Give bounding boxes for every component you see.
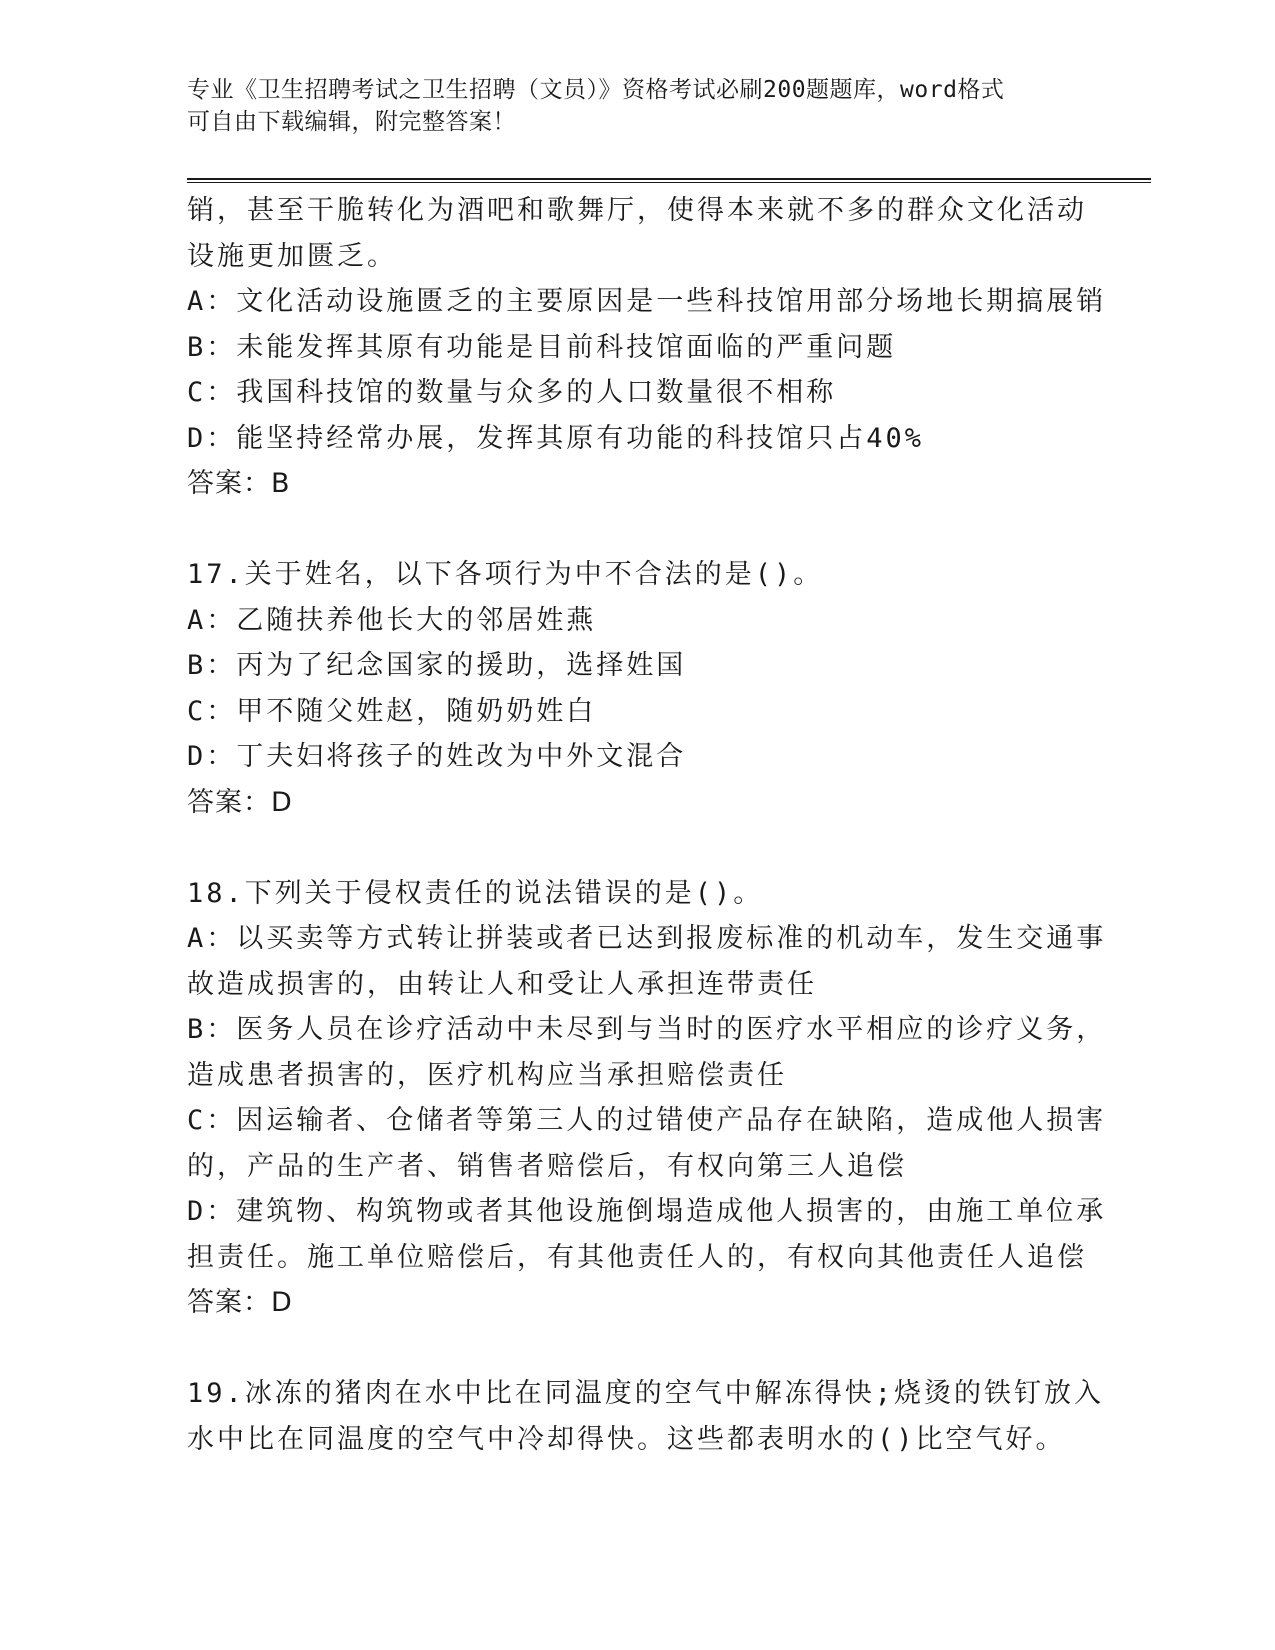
option-a: A：以买卖等方式转让拼装或者已达到报废标准的机动车，发生交通事 [187,923,1107,954]
option-c-continued: 的，产品的生产者、销售者赔偿后，有权向第三人追偿 [187,1150,907,1182]
question-stem: 19.冰冻的猪肉在水中比在同温度的空气中解冻得快;烧烫的铁钉放入 [187,1378,1105,1409]
page-header [187,74,1087,138]
option-d: D：建筑物、构筑物或者其他设施倒塌造成他人损害的，由施工单位承 [187,1196,1107,1227]
header-title-line-1: 专业《卫生招聘考试之卫生招聘（文员）》资格考试必刷200题题库，word格式 [187,77,1005,103]
question-19 [187,1371,1105,1462]
answer-label: 答案：B [187,468,291,499]
header-divider [187,178,1151,183]
option-b: B：未能发挥其原有功能是目前科技馆面临的严重问题 [187,331,897,363]
option-d: D：丁夫妇将孩子的姓改为中外文混合 [187,741,687,772]
option-a: A：乙随扶养他长大的邻居姓燕 [187,604,597,636]
option-a: A：文化活动设施匮乏的主要原因是一些科技馆用部分场地长期搞展销 [187,286,1107,317]
option-d-continued: 担责任。施工单位赔偿后，有其他责任人的，有权向其他责任人追偿 [187,1241,1087,1273]
answer-label: 答案：D [187,786,293,818]
option-c: C：甲不随父姓赵，随奶奶姓白 [187,695,597,727]
option-b-continued: 造成患者损害的，医疗机构应当承担赔偿责任 [187,1059,787,1091]
document-body [187,188,1107,1462]
question-text-line: 设施更加匮乏。 [187,240,397,272]
spacer [187,1326,1087,1372]
option-c: C：因运输者、仓储者等第三人的过错使产品存在缺陷，造成他人损害 [187,1105,1107,1136]
option-c: C：我国科技馆的数量与众多的人口数量很不相称 [187,377,837,408]
option-b: B：丙为了纪念国家的援助，选择姓国 [187,650,687,681]
option-b: B：医务人员在诊疗活动中未尽到与当时的医疗水平相应的诊疗义务， [187,1014,1107,1045]
question-18 [187,871,1107,1326]
answer-label: 答案：D [187,1287,293,1318]
question-stem: 17.关于姓名，以下各项行为中不合法的是()。 [187,559,824,590]
question-text-line: 销，甚至干脆转化为酒吧和歌舞厅，使得本来就不多的群众文化活动 [187,195,1087,226]
question-16-continued [187,188,1107,507]
header-title-line-2: 可自由下载编辑，附完整答案！ [187,109,516,135]
option-a-continued: 故造成损害的，由转让人和受让人承担连带责任 [187,968,817,1000]
spacer [187,507,1087,553]
question-17 [187,552,1087,825]
question-stem: 18.下列关于侵权责任的说法错误的是()。 [187,877,764,909]
question-stem-continued: 水中比在同温度的空气中冷却得快。这些都表明水的()比空气好。 [187,1423,1066,1455]
option-d: D：能坚持经常办展，发挥其原有功能的科技馆只占40% [187,422,925,454]
spacer [187,825,1087,871]
